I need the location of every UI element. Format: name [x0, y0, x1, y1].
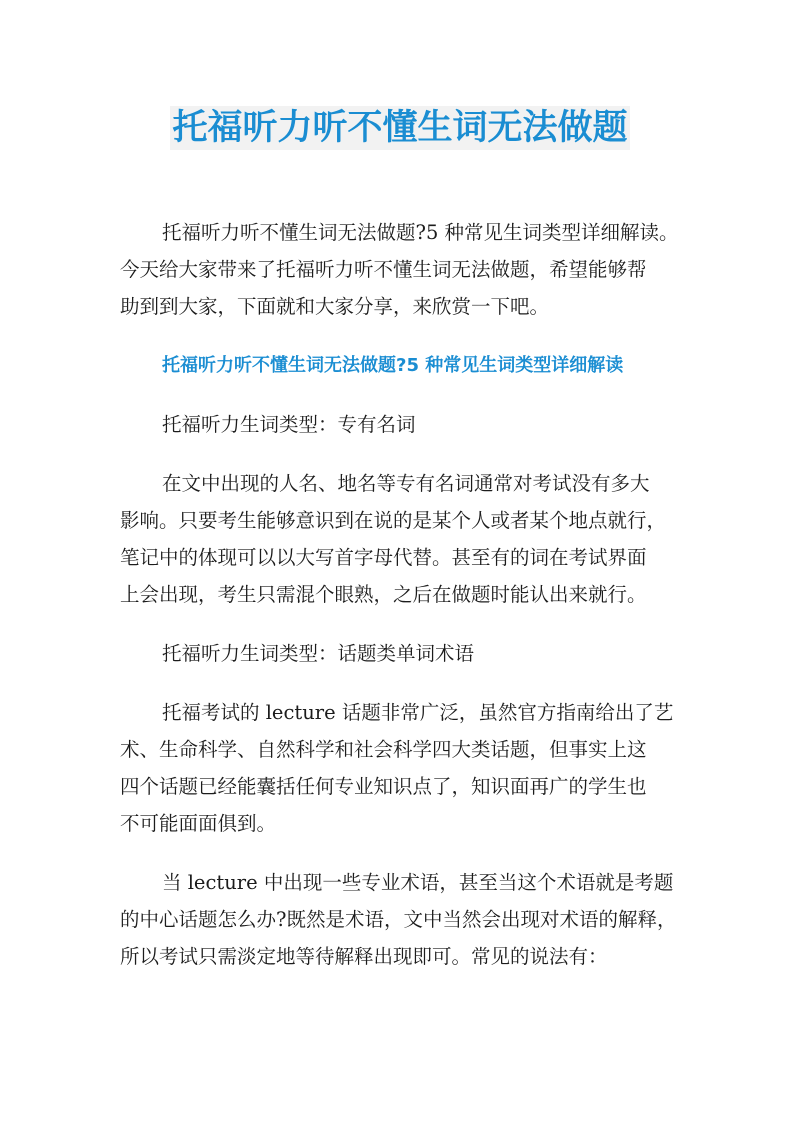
text-line: 助到到大家，下面就和大家分享，来欣赏一下吧。: [120, 295, 550, 318]
proper-nouns-paragraph: [120, 465, 688, 613]
article-body: [120, 214, 688, 975]
text-line: 影响。只要考生能够意识到在说的是某个人或者某个地点就行，: [120, 509, 667, 532]
text-line: 托福听力生词类型：专有名词: [162, 413, 416, 436]
text-line: 托福听力生词类型：话题类单词术语: [162, 642, 475, 665]
paragraph-gap: [120, 443, 688, 465]
text-line: 当 lecture 中出现一些专业术语，甚至当这个术语就是考题: [162, 871, 674, 894]
text-line: 的中心话题怎么办?既然是术语，文中当然会出现对术语的解释，: [120, 908, 677, 931]
paragraph-gap: [120, 672, 688, 694]
text-line: 在文中出现的人名、地名等专有名词通常对考试没有多大: [162, 472, 650, 495]
paragraph-gap: [120, 325, 688, 347]
intro-paragraph: [120, 214, 688, 325]
topic-terms-paragraph: [120, 694, 688, 842]
text-line: 今天给大家带来了托福听力听不懂生词无法做题，希望能够帮: [120, 258, 647, 281]
text-line: 所以考试只需淡定地等待解释出现即可。常见的说法有：: [120, 945, 608, 968]
text-line: 术、生命科学、自然科学和社会科学四大类话题，但事实上这: [120, 738, 647, 761]
section-subheading: 托福听力听不懂生词无法做题?5 种常见生词类型详细解读: [162, 355, 624, 376]
title-container: [0, 106, 800, 150]
text-line: 托福听力听不懂生词无法做题?5 种常见生词类型详细解读。: [162, 221, 679, 244]
text-line: 四个话题已经能囊括任何专业知识点了，知识面再广的学生也: [120, 775, 647, 798]
type-label-proper-nouns: [120, 406, 688, 443]
paragraph-gap: [120, 842, 688, 864]
text-line: 笔记中的体现可以以大写首字母代替。甚至有的词在考试界面: [120, 546, 647, 569]
text-line: 不可能面面俱到。: [120, 812, 277, 835]
page-title: 托福听力听不懂生词无法做题: [172, 108, 628, 148]
paragraph-gap: [120, 613, 688, 635]
text-line: 上会出现，考生只需混个眼熟，之后在做题时能认出来就行。: [120, 583, 647, 606]
paragraph-gap: [120, 384, 688, 406]
text-line: 托福考试的 lecture 话题非常广泛，虽然官方指南给出了艺: [162, 701, 674, 724]
lecture-terms-paragraph: [120, 864, 688, 975]
type-label-topic-terms: [120, 635, 688, 672]
